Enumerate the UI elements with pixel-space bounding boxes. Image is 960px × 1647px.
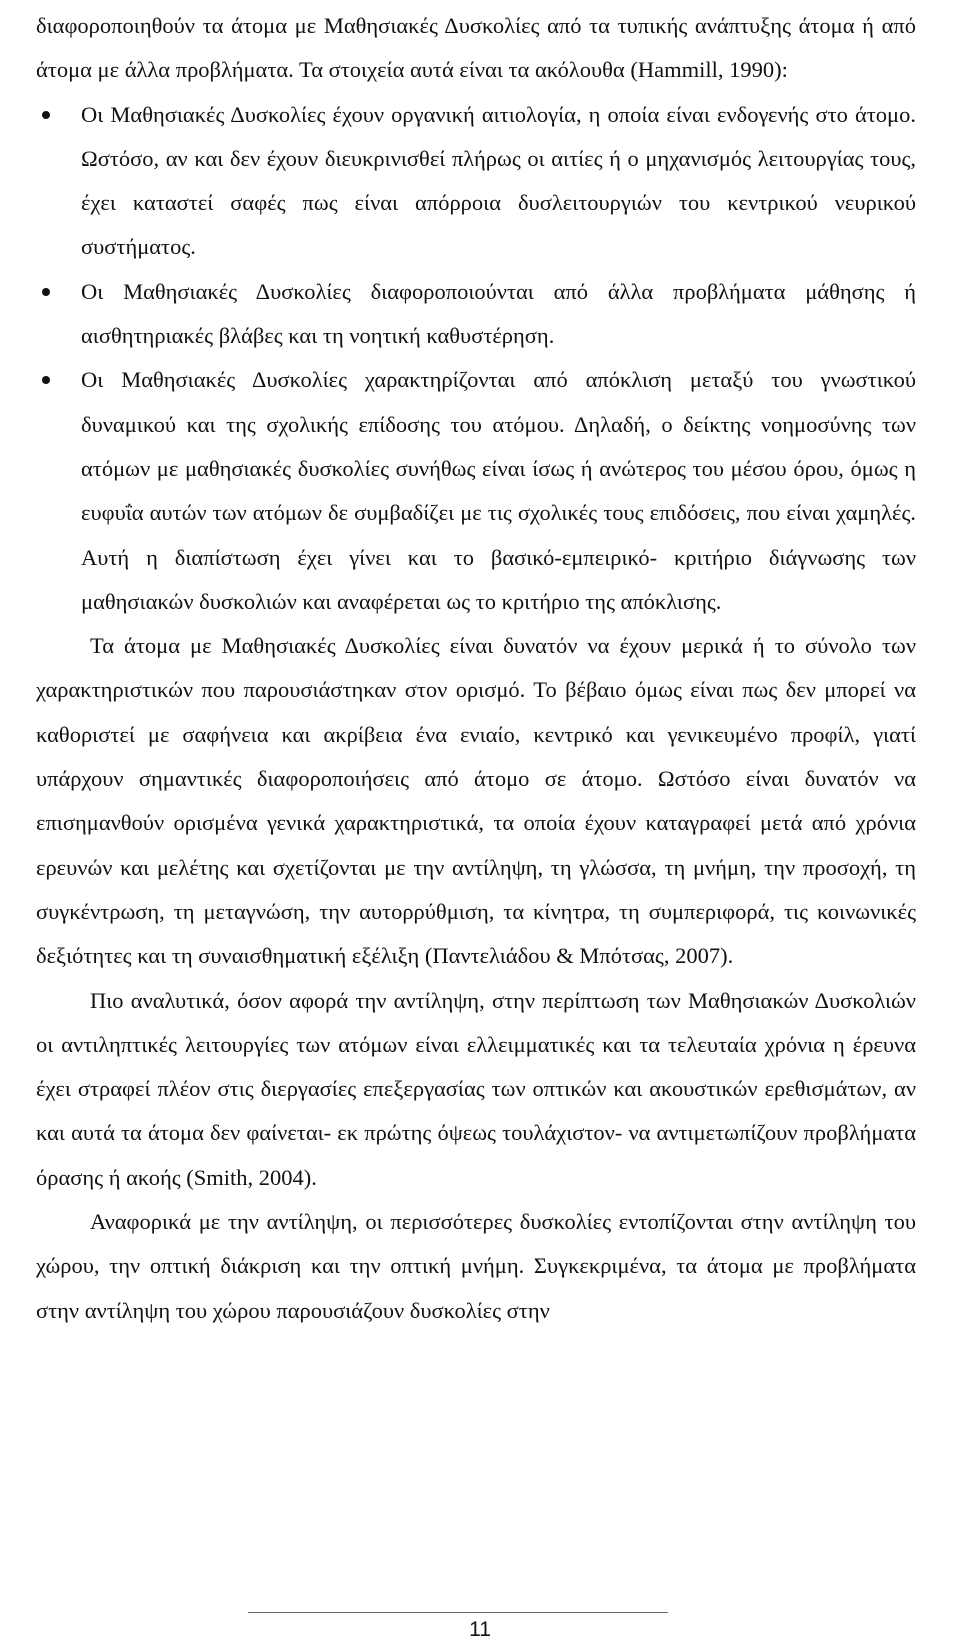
bullet-icon: [42, 111, 50, 119]
bullet-icon: [42, 288, 50, 296]
list-item: [36, 93, 916, 270]
body-paragraph: Πιο αναλυτικά, όσον αφορά την αντίληψη, στην περίπτωση των Μαθησιακών Δυσκολιών οι αντιληπτικές λειτουργίες των ατόμων είναι ελλειμματικές και τα τελευταία χρόνια η έρευνα έχει στραφεί πλέον στις διεργασίες επεξεργασίας των οπτικών και ακουστικών ερεθισμάτων, αν και αυτά τα άτομα δεν φαίνεται- εκ πρώτης όψεως τουλάχιστον- να αντιμετωπίζουν προβλήματα όρασης ή ακοής (Smith, 2004).: [36, 987, 916, 1190]
document-page: [36, 4, 916, 1333]
list-item-text: Οι Μαθησιακές Δυσκολίες διαφοροποιούνται από άλλα προβλήματα μάθησης ή αισθητηριακές βλάβες και τη νοητική καθυστέρηση.: [81, 278, 916, 349]
list-item: [36, 270, 916, 359]
body-paragraph: Τα άτομα με Μαθησιακές Δυσκολίες είναι δυνατόν να έχουν μερικά ή το σύνολο των χαρακτηριστικών που παρουσιάστηκαν στον ορισμό. Το βέβαιο όμως είναι πως δεν μπορεί να καθοριστεί με σαφήνεια και ακρίβεια ένα ενιαίο, κεντρικό και γενικευμένο προφίλ, γιατί υπάρχουν σημαντικές διαφοροποιήσεις από άτομο σε άτομο. Ωστόσο είναι δυνατόν να επισημανθούν ορισμένα γενικά χαρακτηριστικά, τα οποία έχουν καταγραφεί μετά από χρόνια ερευνών και μελέτης και σχετίζονται με την αντίληψη, τη γλώσσα, τη μνήμη, την προσοχή, τη συγκέντρωση, τη μεταγνώση, την αυτορρύθμιση, τα κίνητρα, τη συμπεριφορά, τις κοινωνικές δεξιότητες και τη συναισθηματική εξέλιξη (Παντελιάδου & Μπότσας, 2007).: [36, 633, 916, 969]
body-paragraph: Αναφορικά με την αντίληψη, οι περισσότερες δυσκολίες εντοπίζονται στην αντίληψη του χώρου, την οπτική διάκριση και την οπτική μνήμη. Συγκεκριμένα, τα άτομα με προβλήματα στην αντίληψη του χώρου παρουσιάζουν δυσκολίες στην: [36, 1209, 916, 1323]
list-item-text: Οι Μαθησιακές Δυσκολίες χαρακτηρίζονται από απόκλιση μεταξύ του γνωστικού δυναμικού και της σχολικής επίδοσης του ατόμου. Δηλαδή, ο δείκτης νοημοσύνης των ατόμων με μαθησιακές δυσκολίες συνήθως είναι ίσως ή ανώτερος του μέσου όρου, όμως η ευφυΐα αυτών των ατόμων δε συμβαδίζει με τις σχολικές τους επιδόσεις, που είναι χαμηλές. Αυτή η διαπίστωση έχει γίνει και το βασικό-εμπειρικό- κριτήριο διάγνωσης των μαθησιακών δυσκολιών και αναφέρεται ως το κριτήριο της απόκλισης.: [81, 367, 916, 614]
list-item: [36, 358, 916, 624]
intro-paragraph: διαφοροποιηθούν τα άτομα με Μαθησιακές Δυσκολίες από τα τυπικής ανάπτυξης άτομα ή από άτομα με άλλα προβλήματα. Τα στοιχεία αυτά είναι τα ακόλουθα (Hammill, 1990):: [36, 13, 916, 83]
bullet-icon: [42, 376, 50, 384]
criteria-list: [36, 93, 916, 625]
footer-divider: [248, 1612, 668, 1613]
page-number: 11: [469, 1618, 491, 1641]
list-item-text: Οι Μαθησιακές Δυσκολίες έχουν οργανική αιτιολογία, η οποία είναι ενδογενής στο άτομο. Ωστόσο, αν και δεν έχουν διευκρινισθεί πλήρως οι αιτίες ή ο μηχανισμός λειτουργίας τους, έχει καταστεί σαφές πως είναι απόρροια δυσλειτουργιών του κεντρικού νευρικού συστήματος.: [81, 101, 916, 260]
